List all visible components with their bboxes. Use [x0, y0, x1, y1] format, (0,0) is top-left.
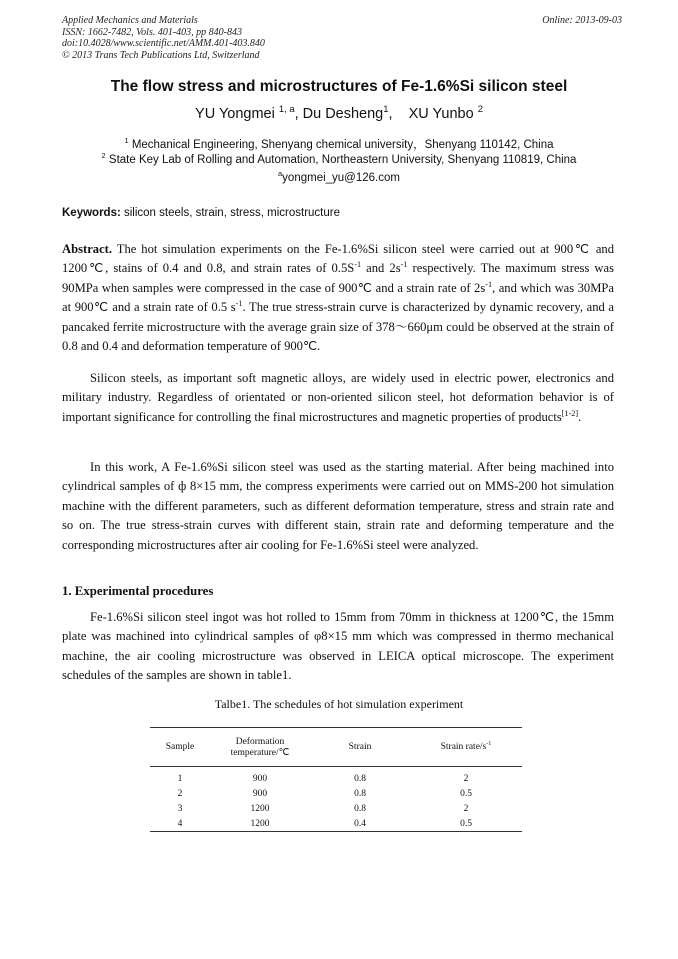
superscript: -1 — [400, 260, 408, 270]
intro-paragraph-1 — [62, 369, 614, 427]
superscript: -1 — [354, 260, 362, 270]
journal-header — [62, 15, 622, 61]
col-header-temperature — [210, 728, 310, 767]
col-header-strain-rate — [410, 728, 522, 767]
intro-paragraph-2: In this work, A Fe-1.6%Si silicon steel was used as the starting material. After being machined into cylindrical samples of ф 8×15 mm, the compress experiments were carried out on MMS-200 hot simulation machine with the different parameters, such as different deformation temperature, stress and strain rate and so on. The true stress-strain curves with different stain, strain rate and deforming temperature and the corresponding microstructures after air cooling for Fe-1.6%Si steel were analyzed. — [62, 460, 614, 552]
cell-temperature: 900 — [252, 788, 268, 799]
abstract-text: The hot simulation experiments on the Fe-1.6%Si silicon steel were carried out at 900℃ and 1200℃, stains of 0.4 and 0.8, and strain rates of 0.5S — [62, 242, 615, 276]
cell-sample: 4 — [150, 816, 210, 832]
schedule-table — [150, 727, 522, 832]
cell-strain: 0.8 — [354, 773, 366, 784]
author-name: XU Yunbo — [408, 106, 474, 122]
cell-strain-rate: 0.5 — [460, 788, 472, 799]
table-header-row — [150, 728, 522, 767]
author-affiliation-mark: 2 — [477, 103, 483, 115]
cell-sample: 2 — [177, 788, 183, 799]
cell-strain: 0.8 — [354, 788, 366, 799]
email-mark: a — [278, 169, 283, 179]
citation-ref[interactable]: [1-2] — [561, 408, 579, 418]
abstract — [62, 240, 614, 356]
abstract-label: Abstract. — [62, 242, 113, 256]
cell-temperature: 900 — [252, 773, 268, 784]
affiliation-mark: 1 — [124, 136, 129, 146]
cell-temperature: 1200 — [210, 816, 310, 832]
cell-strain-rate: 2 — [463, 773, 469, 784]
doi[interactable]: doi:10.4028/www.scientific.net/AMM.401-403.840 — [62, 38, 265, 49]
cell-strain-rate: 2 — [463, 803, 469, 814]
abstract-text: , and which was 30MPa at 900℃ and a strain rate of 0.5 s — [62, 280, 614, 315]
col-header-strain: Strain — [310, 728, 410, 767]
paragraph-text: . — [578, 409, 582, 424]
superscript: -1 — [235, 299, 243, 309]
cell-sample: 3 — [177, 803, 183, 814]
section-heading: 1. Experimental procedures — [62, 584, 214, 598]
abstract-text: . The true stress-strain curve is characterized by dynamic recovery, and a pancaked ferrite microstructure with the average grain size of 378～660μm could be observed at the strain of 0.8 and 0.4 and deformation temperature of 900℃. — [62, 300, 614, 354]
cell-strain: 0.4 — [310, 816, 410, 832]
author-email — [0, 169, 678, 184]
table-row — [150, 801, 522, 816]
cell-strain: 0.8 — [354, 803, 366, 814]
author-name: YU Yongmei — [195, 106, 275, 122]
affiliation-mark: 2 — [101, 151, 106, 161]
abstract-text: respectively. The maximum stress was 90MPa when samples were compressed in the case of 900℃ and a strain rate of 2s — [62, 261, 615, 295]
table-row — [150, 816, 522, 832]
copyright: © 2013 Trans Tech Publications Ltd, Switzerland — [62, 49, 260, 61]
affiliation-text: State Key Lab of Rolling and Automation, Northeastern University, Shenyang 110819, China — [108, 154, 577, 166]
keywords-label: Keywords: — [62, 207, 121, 219]
author-name: Du Desheng — [302, 106, 384, 122]
header-line: temperature/℃ — [230, 747, 290, 758]
author-list: YU Yongmei $^{1, a}$, Du Desheng$^1$, XU Yunbo $^2$ — [195, 103, 483, 122]
keywords-text: silicon steels, strain, stress, microstructure — [124, 207, 341, 219]
affiliation-2 — [0, 151, 678, 166]
table-row — [150, 767, 522, 787]
keywords — [62, 207, 622, 219]
journal-name: Applied Mechanics and Materials — [62, 15, 198, 26]
superscript: -1 — [486, 740, 492, 747]
author-affiliation-mark: 1, a — [278, 103, 295, 115]
col-header-sample: Sample — [150, 728, 210, 767]
table-caption: Talbe1. The schedules of hot simulation experiment — [214, 697, 464, 711]
affiliation-text: Mechanical Engineering, Shenyang chemical university，Shenyang 110142, China — [131, 139, 554, 151]
cell-sample: 1 — [177, 773, 183, 784]
superscript: -1 — [485, 279, 493, 289]
email-text[interactable]: yongmei_yu@126.com — [282, 172, 400, 184]
table-row — [150, 786, 522, 801]
paragraph-text: Silicon steels, as important soft magnetic alloys, are widely used in electric power, electronics and military industry. Regardless of orientated or non-oriented silicon steel, hot deformation behavior is of important significance for controlling the final microstructures and magnetic properties of products — [62, 371, 614, 424]
cell-strain-rate: 0.5 — [410, 816, 522, 832]
cell-temperature: 1200 — [250, 803, 270, 814]
header-text: Strain rate/s — [440, 742, 487, 752]
abstract-text: and 2s — [361, 261, 401, 276]
online-date: Online: 2013-09-03 — [542, 15, 622, 26]
section-paragraph: Fe-1.6%Si silicon steel ingot was hot rolled to 15mm from 70mm in thickness at 1200℃, the 15mm plate was machined into cylindrical samples of φ8×15 mm which was compressed in thermo mechanical machine, the air cooling microstructure was observed in LEICA optical microscope. The experiment schedules of the samples are shown in table1. — [62, 610, 614, 683]
issn: ISSN: 1662-7482, Vols. 401-403, pp 840-843 — [62, 26, 242, 38]
author-affiliation-mark: 1 — [383, 103, 389, 115]
header-line: Deformation — [235, 736, 285, 747]
affiliation-1 — [0, 136, 678, 152]
paper-title: The flow stress and microstructures of Fe-1.6%Si silicon steel — [110, 78, 568, 95]
